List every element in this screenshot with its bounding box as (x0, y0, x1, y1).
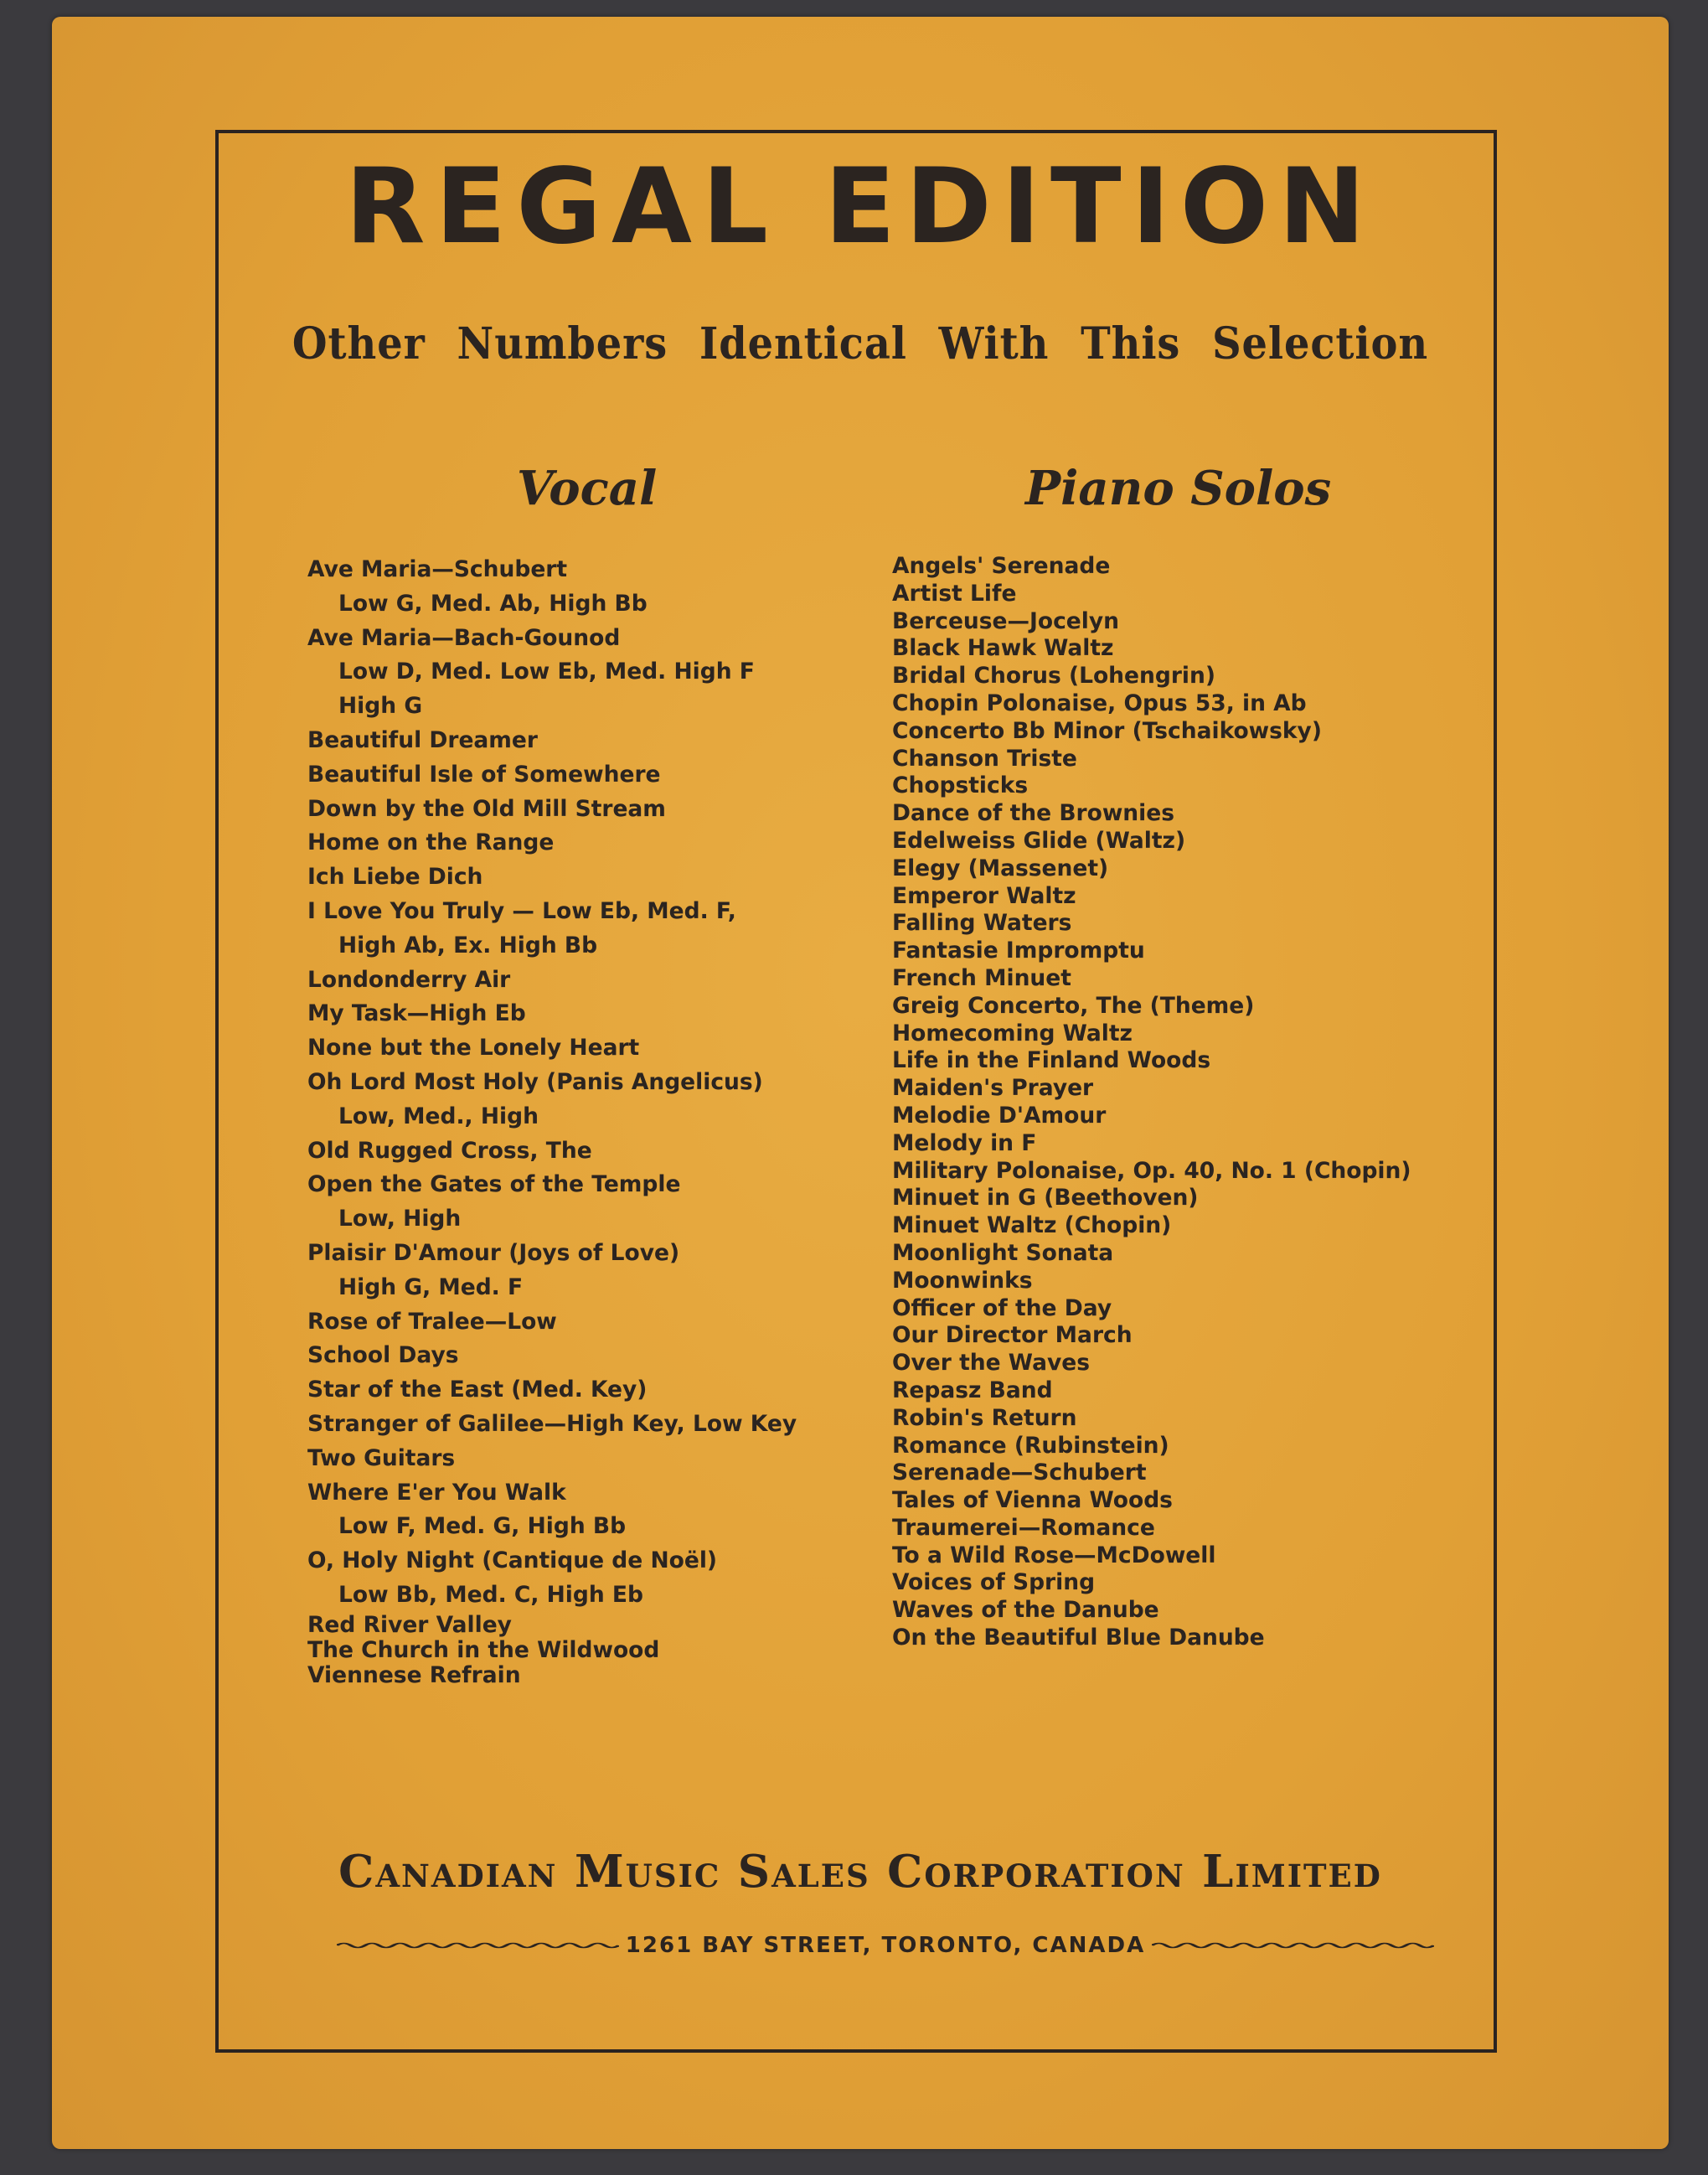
piano-solo-list-item: Moonwinks (892, 1267, 1033, 1294)
piano-solo-list-item: Our Director March (892, 1322, 1133, 1349)
piano-solo-list-item: Melody in F (892, 1129, 1037, 1156)
piano-solo-list-item: Dance of the Brownies (892, 800, 1174, 827)
vocal-list-item: Ich Liebe Dich (307, 864, 483, 891)
piano-solo-list-item: Officer of the Day (892, 1294, 1112, 1321)
piano-solo-list-item: Waves of the Danube (892, 1597, 1159, 1624)
piano-solo-list-item: Angels' Serenade (892, 553, 1111, 579)
piano-solo-list-item: Voices of Spring (892, 1569, 1096, 1596)
vocal-list-item: None but the Lonely Heart (307, 1035, 640, 1062)
piano-solos-heading: Piano Solos (1025, 461, 1332, 516)
vocal-list-item: Low, Med., High (338, 1103, 539, 1129)
vocal-list-item: Rose of Tralee—Low (307, 1308, 557, 1335)
piano-solo-list-item: Falling Waters (892, 910, 1072, 937)
publisher-address: 1261 BAY STREET, TORONTO, CANADA (625, 1933, 1146, 1958)
vocal-list-item: O, Holy Night (Cantique de Noël) (307, 1547, 718, 1574)
piano-solo-list-item: Concerto Bb Minor (Tschaikowsky) (892, 717, 1322, 744)
vocal-list (307, 553, 797, 1688)
vocal-list-item: Plaisir D'Amour (Joys of Love) (307, 1239, 680, 1266)
vocal-list-item: Home on the Range (307, 829, 555, 856)
piano-solo-list-item: Minuet Waltz (Chopin) (892, 1212, 1172, 1239)
vocal-list-item: School Days (307, 1342, 459, 1369)
vocal-list-item: The Church in the Wildwood (307, 1636, 660, 1663)
sheet-music-back-cover (52, 17, 1669, 2149)
vocal-list-item: I Love You Truly — Low Eb, Med. F, (307, 897, 736, 924)
vocal-heading: Vocal (517, 461, 658, 516)
vocal-list-item: Star of the East (Med. Key) (307, 1377, 648, 1403)
vocal-list-item: Oh Lord Most Holy (Panis Angelicus) (307, 1068, 763, 1095)
piano-solo-list-item: Bridal Chorus (Lohengrin) (892, 663, 1215, 690)
piano-solo-list-item: Chanson Triste (892, 745, 1077, 772)
piano-solo-list-item: Serenade—Schubert (892, 1459, 1147, 1486)
piano-solo-list-item: Emperor Waltz (892, 882, 1076, 909)
vocal-list-item: Two Guitars (307, 1444, 456, 1471)
piano-solo-list-item: Artist Life (892, 580, 1017, 607)
vocal-list-item: Open the Gates of the Temple (307, 1171, 681, 1198)
vocal-list-item: Red River Valley (307, 1611, 512, 1638)
vocal-list-item: Old Rugged Cross, The (307, 1137, 592, 1164)
piano-solo-list-item: Minuet in G (Beethoven) (892, 1185, 1199, 1211)
squiggle-rule-right (1152, 1941, 1434, 1950)
page-title: REGAL EDITION (345, 147, 1375, 267)
piano-solo-list-item: Robin's Return (892, 1404, 1077, 1431)
publisher-name: Canadian Music Sales Corporation Limited (338, 1846, 1382, 1898)
piano-solo-list-item: Melodie D'Amour (892, 1102, 1107, 1129)
vocal-list-item: Low, High (338, 1206, 462, 1232)
piano-solo-list-item: On the Beautiful Blue Danube (892, 1625, 1265, 1651)
piano-solo-list-item: Maiden's Prayer (892, 1075, 1094, 1102)
piano-solo-list-item: Edelweiss Glide (Waltz) (892, 827, 1186, 854)
piano-solo-list-item: Military Polonaise, Op. 40, No. 1 (Chopin) (892, 1157, 1411, 1184)
vocal-list-item: Low Bb, Med. C, High Eb (338, 1581, 643, 1608)
vocal-list-item: Ave Maria—Schubert (307, 556, 568, 582)
vocal-list-item: Low F, Med. G, High Bb (338, 1513, 627, 1540)
piano-solo-list-item: Black Hawk Waltz (892, 635, 1114, 662)
vocal-list-item: Beautiful Dreamer (307, 726, 538, 753)
piano-solo-list-item: To a Wild Rose—McDowell (892, 1542, 1216, 1568)
piano-solo-list-item: Repasz Band (892, 1377, 1053, 1403)
piano-solo-list-item: Traumerei—Romance (892, 1514, 1155, 1541)
vocal-list-item: Viennese Refrain (307, 1661, 521, 1688)
piano-solo-list-item: Berceuse—Jocelyn (892, 607, 1120, 634)
piano-solo-list-item: Greig Concerto, The (Theme) (892, 992, 1255, 1019)
vocal-list-item: High G (338, 693, 423, 720)
piano-solo-list-item: Homecoming Waltz (892, 1020, 1133, 1046)
piano-solo-list-item: French Minuet (892, 964, 1071, 991)
piano-solo-list-item: Chopin Polonaise, Opus 53, in Ab (892, 690, 1307, 716)
piano-solo-list-item: Tales of Vienna Woods (892, 1487, 1173, 1514)
piano-solo-list-item: Chopsticks (892, 772, 1029, 799)
squiggle-rule-left (337, 1941, 619, 1950)
vocal-list-item: Stranger of Galilee—High Key, Low Key (307, 1410, 797, 1437)
vocal-list-item: Low D, Med. Low Eb, Med. High F (338, 659, 755, 685)
vocal-list-item: Low G, Med. Ab, High Bb (338, 590, 648, 617)
vocal-list-item: Londonderry Air (307, 966, 511, 993)
piano-solo-list-item: Elegy (Massenet) (892, 855, 1109, 881)
piano-solo-list-item: Life in the Finland Woods (892, 1047, 1211, 1074)
vocal-list-item: My Task—High Eb (307, 1000, 526, 1027)
piano-solo-list-item: Fantasie Impromptu (892, 938, 1145, 964)
address-row (337, 1933, 1434, 1958)
piano-solo-list-item: Over the Waves (892, 1350, 1090, 1377)
vocal-list-item: Ave Maria—Bach-Gounod (307, 624, 621, 651)
piano-solo-list-item: Moonlight Sonata (892, 1239, 1114, 1266)
vocal-list-item: Where E'er You Walk (307, 1479, 566, 1506)
piano-solo-list-item: Romance (Rubinstein) (892, 1432, 1169, 1459)
vocal-list-item: Down by the Old Mill Stream (307, 795, 666, 822)
vocal-list-item: High G, Med. F (338, 1273, 524, 1300)
vocal-list-item: High Ab, Ex. High Bb (338, 932, 598, 958)
vocal-list-item: Beautiful Isle of Somewhere (307, 761, 661, 788)
piano-solos-list (892, 553, 1411, 1652)
page-subtitle: Other Numbers Identical With This Selection (292, 318, 1429, 369)
